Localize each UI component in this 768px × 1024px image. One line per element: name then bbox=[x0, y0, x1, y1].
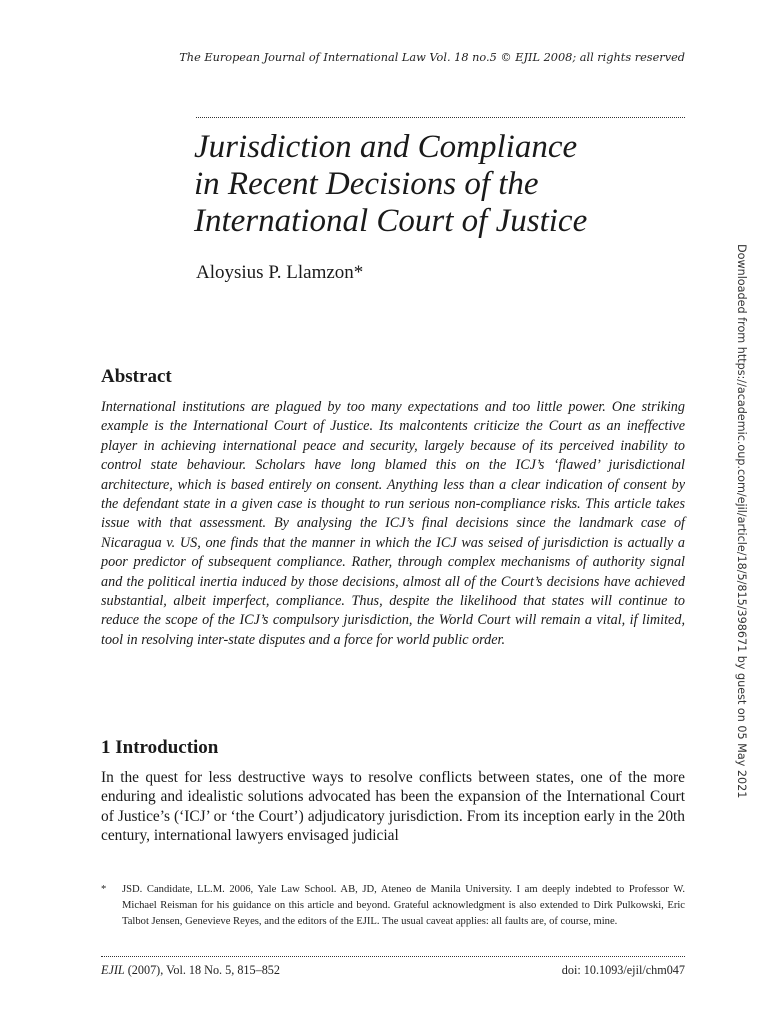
footnote bbox=[101, 882, 685, 929]
top-dotted-rule bbox=[196, 117, 685, 118]
download-side-note-text: Downloaded from https://academic.oup.com/ejil/article/18/5/815/398671 by guest on 05 May 2021 bbox=[735, 244, 748, 799]
title-line: International Court of Justice bbox=[194, 203, 588, 239]
footer-citation bbox=[101, 963, 280, 978]
footer-dotted-rule bbox=[101, 956, 685, 957]
introduction-heading: 1 Introduction bbox=[101, 737, 219, 758]
footer-journal: EJIL bbox=[101, 963, 125, 977]
title-line: Jurisdiction and Compliance bbox=[194, 129, 578, 165]
abstract-heading: Abstract bbox=[101, 366, 172, 387]
download-side-note bbox=[735, 244, 748, 799]
running-head: The European Journal of International Law Vol. 18 no.5 © EJIL 2008; all rights reserved bbox=[179, 51, 685, 64]
author-name: Aloysius P. Llamzon* bbox=[196, 262, 364, 283]
introduction-text: In the quest for less destructive ways to resolve conflicts between states, one of the more enduring and idealistic solutions advocated has been the expansion of the International Court of Justice’s (‘ICJ’ or ‘the Court’) adjudicatory jurisdiction. From its inception early in the 20th century, international lawyers envisaged judicial bbox=[101, 769, 685, 844]
footer-doi: doi: 10.1093/ejil/chm047 bbox=[561, 963, 685, 977]
abstract-text: International institutions are plagued by too many expectations and too little power. One striking example is the International Court of Justice. Its malcontents criticize the Court as an ineffective player in achieving international peace and security, largely because of its perceived inability to control state behaviour. Scholars have long blamed this on the ICJ’s ‘flawed’ jurisdictional architecture, which is based entirely on consent. Anything less than a clear indication of consent by the defendant state in a given case is thought to run serious non-compliance risks. This article takes issue with that assessment. By analysing the ICJ’s final decisions since the landmark case of Nicaragua v. US, one finds that the manner in which the ICJ was seised of jurisdiction is actually a poor predictor of subsequent compliance. Rather, through complex mechanisms of authority signal and the political inertia induced by those decisions, almost all of the Court’s decisions have achieved substantial, albeit imperfect, compliance. Thus, despite the likelihood that states will continue to reduce the scope of the ICJ’s compulsory jurisdiction, the World Court will remain a vital, if limited, tool in resolving inter-state disputes and a force for world public order. bbox=[101, 399, 685, 648]
footnote-text: JSD. Candidate, LL.M. 2006, Yale Law School. AB, JD, Ateneo de Manila University. I am deeply indebted to Professor W. Michael Reisman for his guidance on this article and beyond. Grateful acknowledgment is also extended to Dirk Pulkowski, Eric Talbot Jensen, Genevieve Reyes, and the editors of the EJIL. The usual caveat applies: all faults are, of course, mine. bbox=[122, 884, 685, 927]
title-line: in Recent Decisions of the bbox=[194, 166, 539, 202]
footnote-mark: * bbox=[101, 884, 107, 895]
article-title bbox=[194, 129, 674, 240]
footer-volume: (2007), Vol. 18 No. 5, 815–852 bbox=[124, 963, 280, 977]
